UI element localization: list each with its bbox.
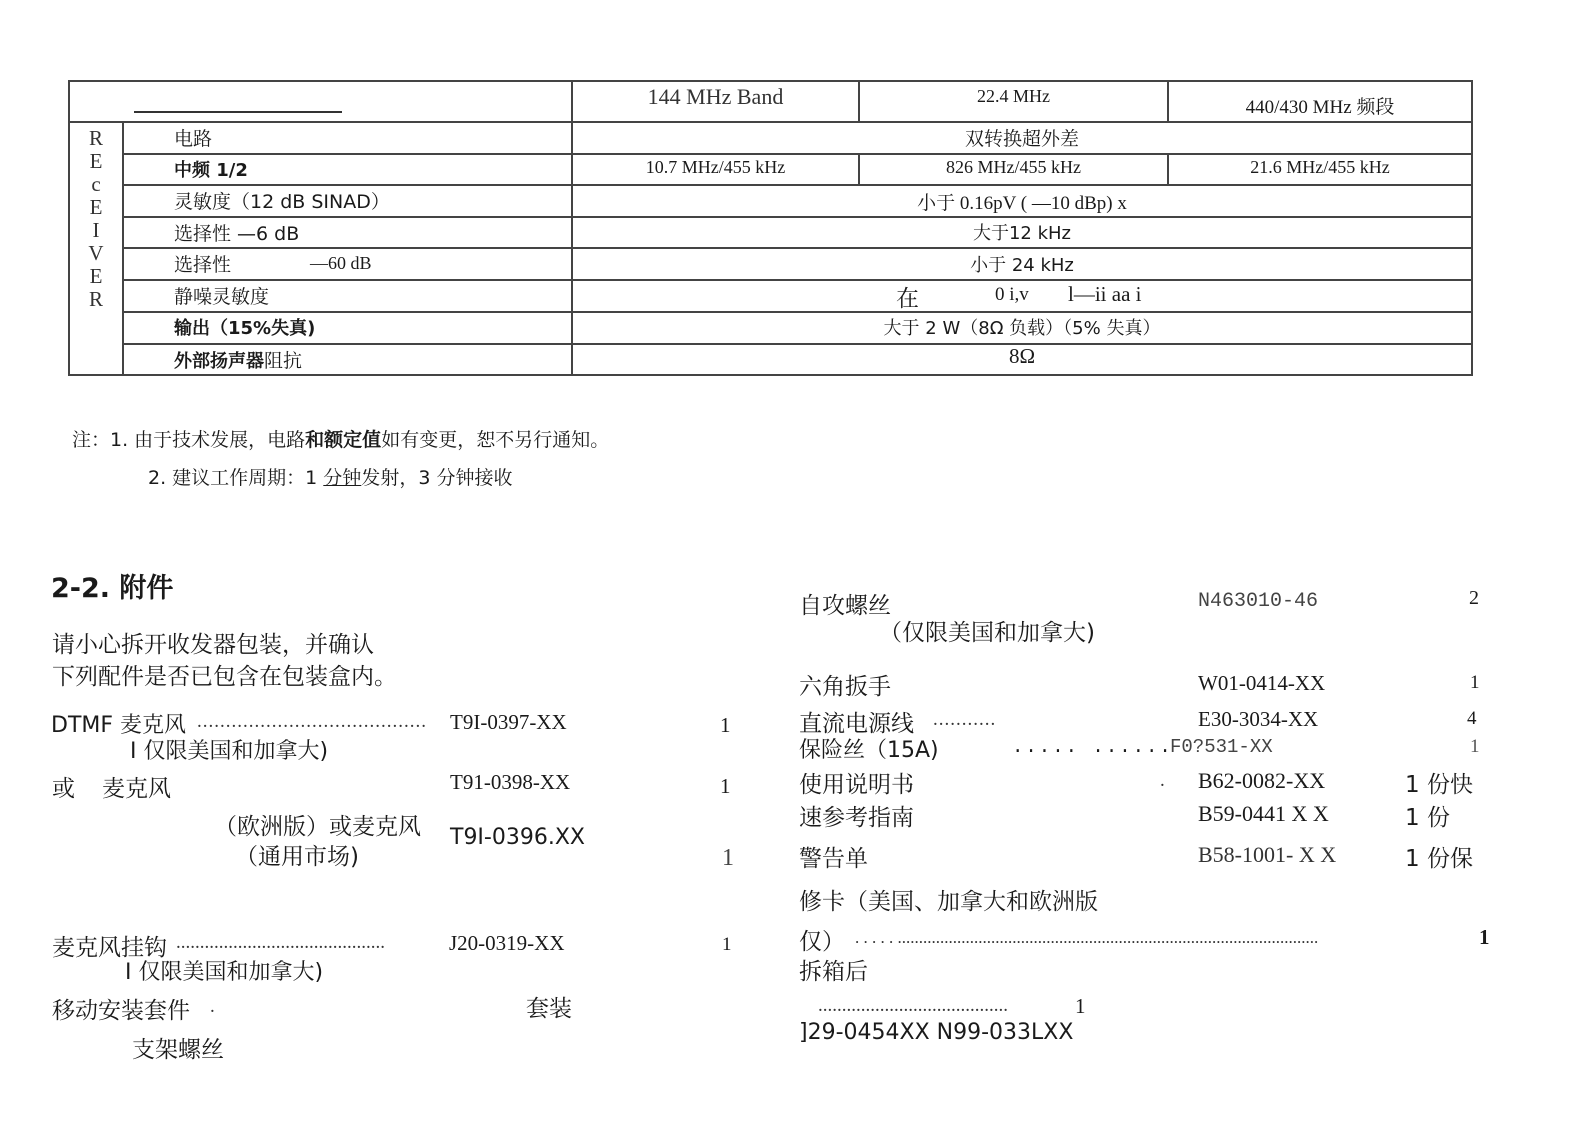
item-unpack-qty: 1 [1075, 994, 1086, 1018]
item-repair-card-line-2: 仅） [799, 929, 845, 955]
table-rule [123, 247, 1471, 249]
table-rule [123, 216, 1471, 218]
item-manual-dot: . [1160, 770, 1166, 791]
row-label-output: 输出（15%失真) [174, 318, 316, 339]
item-hook-dots: ............................................ [176, 932, 385, 953]
item-dtmf-mic-name: DTMF 麦克风 [51, 713, 187, 738]
row-label-speaker-rest: 阻抗 [264, 350, 303, 372]
side-letter: E [89, 149, 103, 173]
row-label-speaker-impedance [174, 346, 302, 373]
item-hex-wrench-qty: 1 [1470, 672, 1480, 693]
table-rule [70, 121, 1471, 123]
item-general-line: （通用市场) [235, 844, 359, 870]
side-letter: R [88, 126, 103, 150]
item-general-qty: 1 [722, 845, 734, 871]
row-label-squelch: 静噪灵敏度 [174, 286, 270, 308]
value-squelch-a: 在 [896, 286, 919, 311]
note-line-1 [72, 425, 609, 452]
item-hook-qty: 1 [722, 934, 732, 955]
value-if-224: 826 MHz/455 kHz [946, 157, 1081, 177]
side-letter: E [89, 195, 103, 219]
item-unpack-line: 拆箱后 [799, 959, 868, 985]
value-selectivity-60: 小于 24 kHz [970, 255, 1074, 276]
row-label-speaker-bold: 外部扬声器 [174, 351, 264, 372]
item-hook-note: I 仅限美国和加拿大) [125, 960, 324, 985]
item-warning-sheet-qty: 1 份保 [1405, 846, 1473, 872]
value-sensitivity: 小于 0.16pV ( —10 dBp) x [917, 193, 1127, 214]
item-dc-cable-qty: 4 [1467, 708, 1477, 729]
note-1-prefix: 注：1. 由于技术发展，电路 [72, 429, 306, 451]
item-fuse-dots: ..... ...... [1012, 736, 1173, 758]
table-rule [123, 311, 1471, 313]
item-tapping-screw-name: 自攻螺丝 [799, 593, 891, 619]
note-2-underlined: 分钟 [323, 467, 362, 489]
row-label-circuit: 电路 [174, 128, 213, 150]
side-letter: I [92, 218, 100, 242]
item-manual-part: B62-0082-XX [1198, 768, 1326, 793]
item-mic-part: T91-0398-XX [450, 770, 571, 794]
item-dtmf-mic-part: T9I-0397-XX [450, 710, 567, 734]
row-label-selectivity-6: 选择性 —6 dB [174, 223, 300, 245]
item-unpack-dots: ........................................ [818, 995, 1008, 1016]
accessories-heading: 2-2. 附件 [51, 573, 174, 604]
item-warning-sheet-name: 警告单 [799, 846, 868, 872]
item-mic-name: 麦克风 [102, 776, 171, 802]
table-rule [123, 153, 1471, 155]
item-tapping-screw-note: （仅限美国和加拿大) [879, 620, 1095, 646]
item-repair-card-line: 修卡（美国、加拿大和欧洲版 [799, 889, 1098, 915]
side-letter: R [88, 287, 103, 311]
item-tapping-screw-qty: 2 [1469, 587, 1479, 609]
item-or-label: 或 [52, 776, 75, 802]
item-quick-guide-qty: 1 份 [1405, 805, 1450, 831]
item-hex-wrench-part: W01-0414-XX [1198, 671, 1326, 695]
band-224-header: 22.4 MHz [977, 86, 1050, 106]
item-mount-kit-name: 移动安装套件 [52, 998, 190, 1024]
item-general-part: T9I-0396.XX [450, 825, 585, 850]
item-hook-name: 麦克风挂钩 [52, 935, 167, 961]
value-squelch-b: 0 i,v [995, 284, 1029, 305]
item-repair-card-qty: 1 [1479, 925, 1490, 949]
item-dc-cable-dots: ........... [933, 709, 997, 730]
side-letter: E [89, 264, 103, 288]
header-blank-line [134, 111, 342, 113]
item-quick-guide-name: 速参考指南 [799, 805, 914, 831]
table-rule [122, 121, 124, 376]
item-dc-cable-name: 直流电源线 [799, 711, 914, 737]
table-rule [123, 279, 1471, 281]
row-label-selectivity-60: 选择性 [174, 254, 232, 276]
table-rule [123, 184, 1471, 186]
item-repair-card-dots: . . . . . ................................................................................................... [855, 928, 1319, 947]
item-tapping-screw-part: N463010-46 [1198, 590, 1319, 613]
item-dtmf-mic-note: I 仅限美国和加拿大) [130, 739, 329, 764]
item-manual-name: 使用说明书 [799, 772, 914, 798]
value-speaker-impedance: 8Ω [1008, 344, 1036, 368]
item-dtmf-mic-qty: 1 [720, 713, 731, 737]
note-line-2 [148, 463, 512, 490]
item-quick-guide-part: B59-0441 X X [1198, 801, 1329, 826]
value-circuit: 双转换超外差 [964, 128, 1079, 150]
item-dtmf-mic-dots: ........................................ [197, 711, 427, 732]
row-label-sensitivity: 灵敏度（12 dB SINAD） [174, 191, 390, 213]
item-bracket-screw: 支架螺丝 [132, 1037, 224, 1063]
value-if-144: 10.7 MHz/455 kHz [645, 157, 786, 177]
item-mic-qty: 1 [720, 774, 731, 798]
item-fuse-qty: 1 [1470, 736, 1480, 757]
row-label-if: 中频 1/2 [174, 160, 248, 181]
value-output: 大于 2 W（8Ω 负载）（5% 失真） [883, 318, 1161, 339]
accessories-intro-1: 请小心拆开收发器包装，并确认 [52, 632, 374, 658]
note-1-bold: 和额定值 [305, 429, 382, 451]
value-squelch-c: l—ii aa i [1068, 282, 1142, 306]
accessories-intro-2: 下列配件是否已包含在包装盒内。 [52, 664, 397, 690]
note-2-prefix: 2. 建议工作周期：1 [148, 467, 324, 489]
value-if-440: 21.6 MHz/455 kHz [1250, 157, 1390, 177]
value-selectivity-6: 大于12 kHz [972, 223, 1072, 244]
item-fuse-name: 保险丝（15A) [799, 738, 939, 763]
receiver-spec-table [68, 80, 1473, 376]
side-letter: c [91, 172, 101, 196]
item-mount-kit-dot: . [210, 996, 216, 1017]
band-440-header: 440/430 MHz 频段 [1245, 97, 1395, 118]
note-1-suffix: 如有变更，恕不另行通知。 [381, 429, 610, 451]
item-fuse-part: F0?531-XX [1170, 736, 1273, 758]
band-144-header: 144 MHz Band [647, 84, 784, 109]
item-dc-cable-part: E30-3034-XX [1198, 707, 1319, 731]
item-hook-part: J20-0319-XX [449, 931, 565, 955]
item-warning-sheet-part: B58-1001- X X [1198, 842, 1337, 867]
item-bottom-parts: ]29-0454XX N99-033LXX [799, 1020, 1074, 1045]
item-hex-wrench-name: 六角扳手 [799, 674, 891, 700]
note-2-suffix: 发射，3 分钟接收 [361, 467, 513, 489]
item-manual-qty: 1 份快 [1405, 772, 1473, 798]
item-mount-kit-qty: 套装 [526, 996, 572, 1022]
row-label-selectivity-60-suffix: —60 dB [310, 253, 372, 273]
side-letter: V [88, 241, 104, 265]
item-euro-line: （欧洲版）或麦克风 [214, 814, 421, 840]
